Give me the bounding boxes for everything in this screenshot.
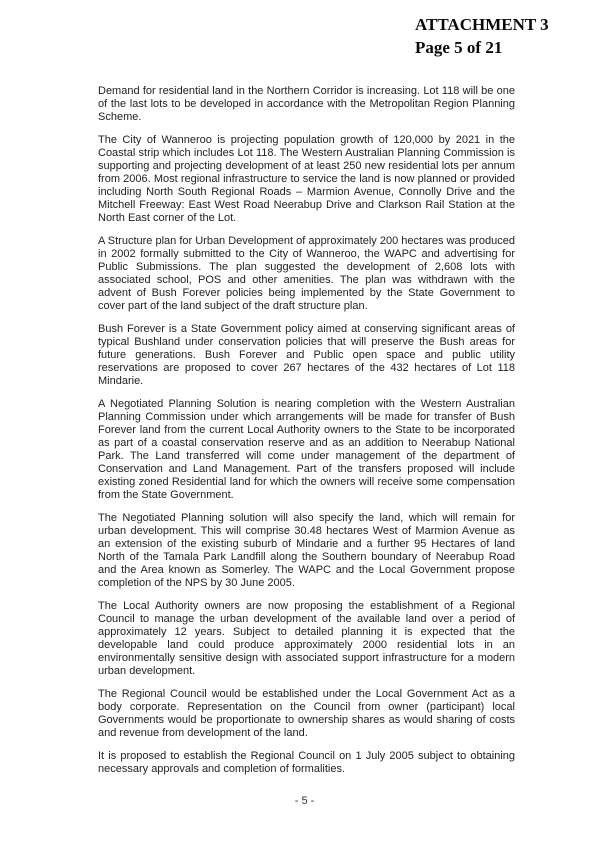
header-block (415, 13, 549, 59)
paragraph-regional-council-proposal: The Local Authority owners are now proposing the establishment of a Regional Council to manage the urban development of the available land over a period of approximately 12 years. Subject to detailed planning it is expected that the developable land could produce approximately 2000 residential lots in an environmentally sensitive design with associated support infrastructure for a modern urban development. (98, 600, 515, 677)
paragraph-urban-development-land: The Negotiated Planning solution will also specify the land, which will remain for urban development. This will comprise 30.48 hectares West of Marmion Avenue as an extension of the existing suburb of Mindarie and a further 95 Hectares of land North of the Tamala Park Landfill along the Southern boundary of Neerabup Road and the Area known as Somerley. The WAPC and the Local Government propose completion of the NPS by 30 June 2005. (98, 512, 515, 589)
paragraph-population-growth: The City of Wanneroo is projecting population growth of 120,000 by 2021 in the Coastal strip which includes Lot 118. The Western Australian Planning Commission is supporting and projecting development of at least 250 new residential lots per annum from 2006. Most regional infrastructure to service the land is now planned or provided including North South Regional Roads – Marmion Avenue, Connolly Drive and the Mitchell Freeway: East West Road Neerabup Drive and Clarkson Rail Station at the North East corner of the Lot. (98, 134, 515, 224)
page-number-footer: - 5 - (294, 795, 315, 807)
paragraph-demand: Demand for residential land in the Northern Corridor is increasing. Lot 118 will be one of the last lots to be developed in accordance with the Metropolitan Region Planning Scheme. (98, 85, 515, 123)
paragraph-negotiated-planning-solution: A Negotiated Planning Solution is nearing completion with the Western Australian Planning Commission under which arrangements will be made for transfer of Bush Forever land from the current Local Authority owners to the State to be incorporated as part of a coastal conservation reserve and as an addition to Neerabup National Park. The Land transferred will come under management of the department of Conservation and Land Management. Part of the transfers proposed will include existing zoned Residential land for which the owners will receive some compensation from the State Government. (98, 398, 515, 501)
paragraph-establishment-date: It is proposed to establish the Regional Council on 1 July 2005 subject to obtaining necessary approvals and completion of formalities. (98, 750, 515, 775)
attachment-title: ATTACHMENT 3 (415, 15, 549, 34)
paragraph-bush-forever: Bush Forever is a State Government policy aimed at conserving significant areas of typical Bushland under conservation policies that will preserve the Bush areas for future generations. Bush Forever and Public open space and public utility reservations are proposed to cover 267 hectares of the 432 hectares of Lot 118 Mindarie. (98, 323, 515, 387)
document-body (98, 85, 515, 786)
page-indicator: Page 5 of 21 (415, 38, 503, 57)
paragraph-structure-plan: A Structure plan for Urban Development of approximately 200 hectares was produced in 2002 formally submitted to the City of Wanneroo, the WAPC and advertising for Public Submissions. The plan suggested the development of 2,608 lots with associated school, POS and other amenities. The plan was withdrawn with the advent of Bush Forever policies being implemented by the State Government to cover part of the land subject of the draft structure plan. (98, 235, 516, 312)
paragraph-body-corporate: The Regional Council would be established under the Local Government Act as a body corporate. Representation on the Council from owner (participant) local Governments would be proportionate to ownership shares as would sharing of costs and revenue from development of the land. (98, 688, 515, 739)
